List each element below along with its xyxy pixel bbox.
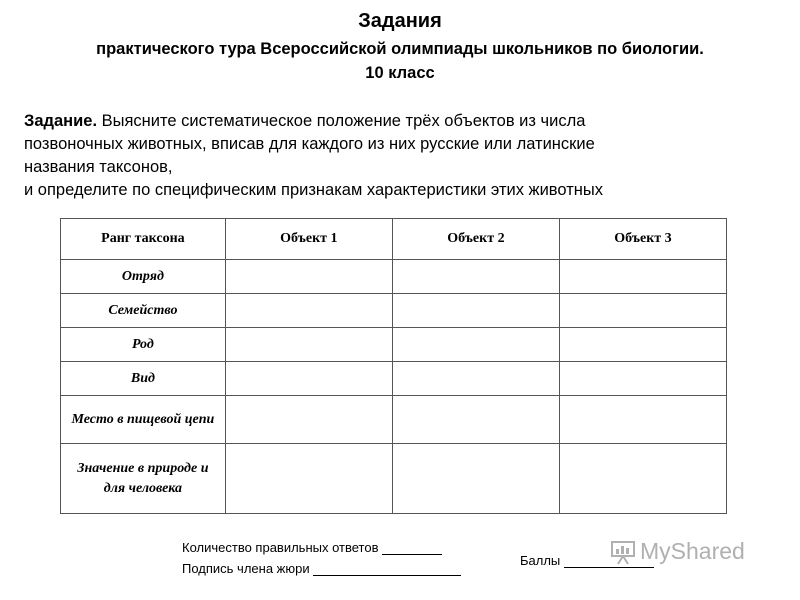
cell-species-object-2[interactable] [392, 362, 559, 396]
signature-line [182, 561, 461, 576]
task-text-line3: названия таксонов, [24, 158, 173, 176]
cell-food-chain-object-3[interactable] [559, 396, 726, 444]
header-rank: Ранг таксона [61, 219, 226, 260]
cell-order-object-1[interactable] [225, 260, 392, 294]
rank-species: Вид [61, 362, 226, 396]
cell-genus-object-3[interactable] [559, 328, 726, 362]
cell-family-object-3[interactable] [559, 294, 726, 328]
header-object-3: Объект 3 [559, 219, 726, 260]
cell-order-object-3[interactable] [559, 260, 726, 294]
cell-significance-object-1[interactable] [225, 444, 392, 514]
task-description [24, 110, 784, 202]
table-row [61, 328, 727, 362]
rank-significance: Значение в природе и для человека [61, 444, 226, 514]
cell-species-object-1[interactable] [225, 362, 392, 396]
rank-genus: Род [61, 328, 226, 362]
table-row [61, 294, 727, 328]
task-text-line2: позвоночных животных, вписав для каждого из них русские или латинские [24, 135, 595, 153]
header-object-2: Объект 2 [392, 219, 559, 260]
table-row [61, 444, 727, 514]
correct-answers-line [182, 540, 442, 555]
page-subtitle: практического тура Всероссийской олимпиады школьников по биологии. [96, 40, 704, 58]
signature-field[interactable] [313, 563, 461, 576]
cell-family-object-1[interactable] [225, 294, 392, 328]
taxon-table [60, 218, 727, 514]
watermark [610, 538, 745, 565]
cell-significance-object-3[interactable] [559, 444, 726, 514]
table-header-row [61, 219, 727, 260]
task-label: Задание. [24, 112, 98, 130]
cell-significance-object-2[interactable] [392, 444, 559, 514]
rank-order: Отряд [61, 260, 226, 294]
header-object-1: Объект 1 [225, 219, 392, 260]
task-text-line4: и определите по специфическим признакам характеристики этих животных [24, 181, 603, 199]
rank-food-chain: Место в пищевой цепи [61, 396, 226, 444]
cell-genus-object-1[interactable] [225, 328, 392, 362]
score-label: Баллы [520, 553, 561, 568]
table-row [61, 362, 727, 396]
table-row [61, 396, 727, 444]
correct-answers-label: Количество правильных ответов [182, 540, 379, 555]
signature-label: Подпись члена жюри [182, 561, 310, 576]
task-text-line1: Выясните систематическое положение трёх объектов из числа [97, 112, 586, 130]
grade-label: 10 класс [365, 64, 435, 82]
table-row [61, 260, 727, 294]
cell-order-object-2[interactable] [392, 260, 559, 294]
rank-family: Семейство [61, 294, 226, 328]
watermark-text: MyShared [640, 538, 745, 564]
presentation-icon [610, 539, 636, 565]
correct-answers-field[interactable] [382, 542, 442, 555]
cell-food-chain-object-1[interactable] [225, 396, 392, 444]
cell-genus-object-2[interactable] [392, 328, 559, 362]
cell-species-object-3[interactable] [559, 362, 726, 396]
cell-food-chain-object-2[interactable] [392, 396, 559, 444]
page-title: Задания [358, 10, 442, 32]
cell-family-object-2[interactable] [392, 294, 559, 328]
